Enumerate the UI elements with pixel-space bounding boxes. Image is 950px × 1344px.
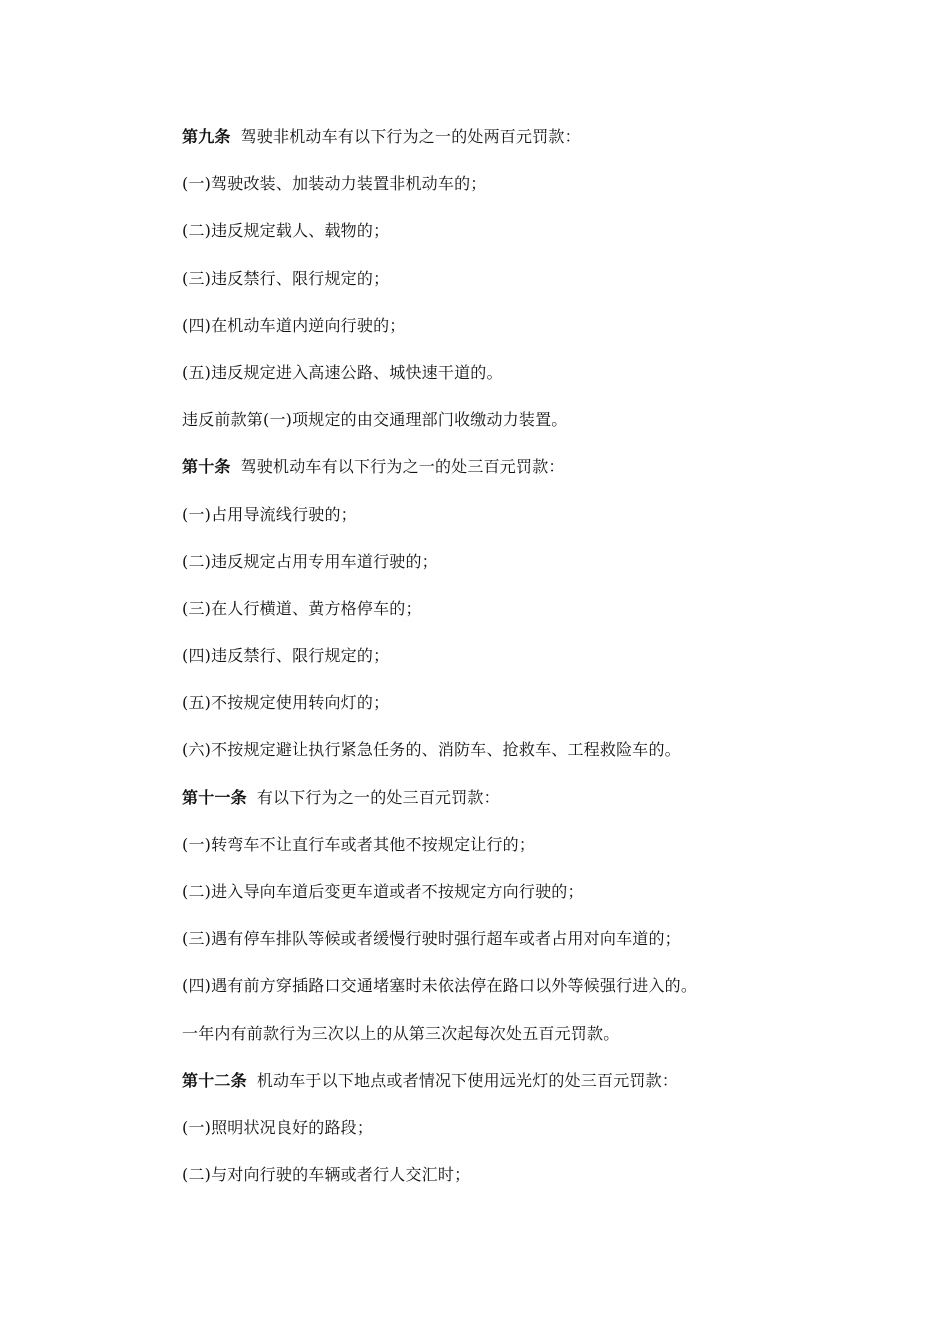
article-item: (二)进入导向车道后变更车道或者不按规定方向行驶的； [182,882,584,901]
article-item: (二)违反规定占用专用车道行驶的； [182,551,438,571]
article-item: (六)不按规定避让执行紧急任务的、消防车、抢救车、工程救险车的。 [182,740,681,760]
article-heading-text: 机动车于以下地点或者情况下使用远光灯的处三百元罚款： [256,1070,679,1090]
article-number: 第十二条 [182,1070,247,1090]
article-item: (五)不按规定使用转向灯的； [182,693,390,713]
article-item: (四)在机动车道内逆向行驶的； [182,315,406,335]
article-number: 第十条 [182,457,231,477]
article-heading-text: 驾驶非机动车有以下行为之一的处两百元罚款： [240,127,581,146]
article-item: (一)转弯车不让直行车或者其他不按规定让行的； [182,834,536,854]
article-item: (三)在人行横道、黄方格停车的； [182,598,422,618]
article-heading [182,783,802,830]
article-item: (二)与对向行驶的车辆或者行人交汇时； [182,1165,471,1185]
article-heading [182,452,802,499]
article-heading [182,122,802,169]
article-item: (二)违反规定载人、载物的； [182,221,390,241]
article-heading [182,1066,802,1113]
article-item: (三)违反禁行、限行规定的； [182,268,390,288]
article-item: (五)违反规定进入高速公路、城快速干道的。 [182,362,503,382]
article-item: (一)照明状况良好的路段； [182,1117,374,1137]
article-item: (三)遇有停车排队等候或者缓慢行驶时强行超车或者占用对向车道的； [182,929,681,949]
article-heading-text: 有以下行为之一的处三百元罚款： [256,787,500,807]
article-heading-text: 驾驶机动车有以下行为之一的处三百元罚款： [240,457,565,477]
article-item: (一)占用导流线行驶的； [182,504,357,524]
document-body [182,122,802,1207]
article-note: 一年内有前款行为三次以上的从第三次起每次处五百元罚款。 [182,1023,620,1043]
article-note: 违反前款第(一)项规定的由交通理部门收缴动力装置。 [182,410,568,430]
article-item: (一)驾驶改装、加装动力装置非机动车的； [182,174,487,194]
article-item: (四)违反禁行、限行规定的； [182,646,390,666]
article-number: 第十一条 [182,787,247,807]
article-item: (四)遇有前方穿插路口交通堵塞时未依法停在路口以外等候强行进入的。 [182,976,698,996]
article-number: 第九条 [182,127,231,146]
